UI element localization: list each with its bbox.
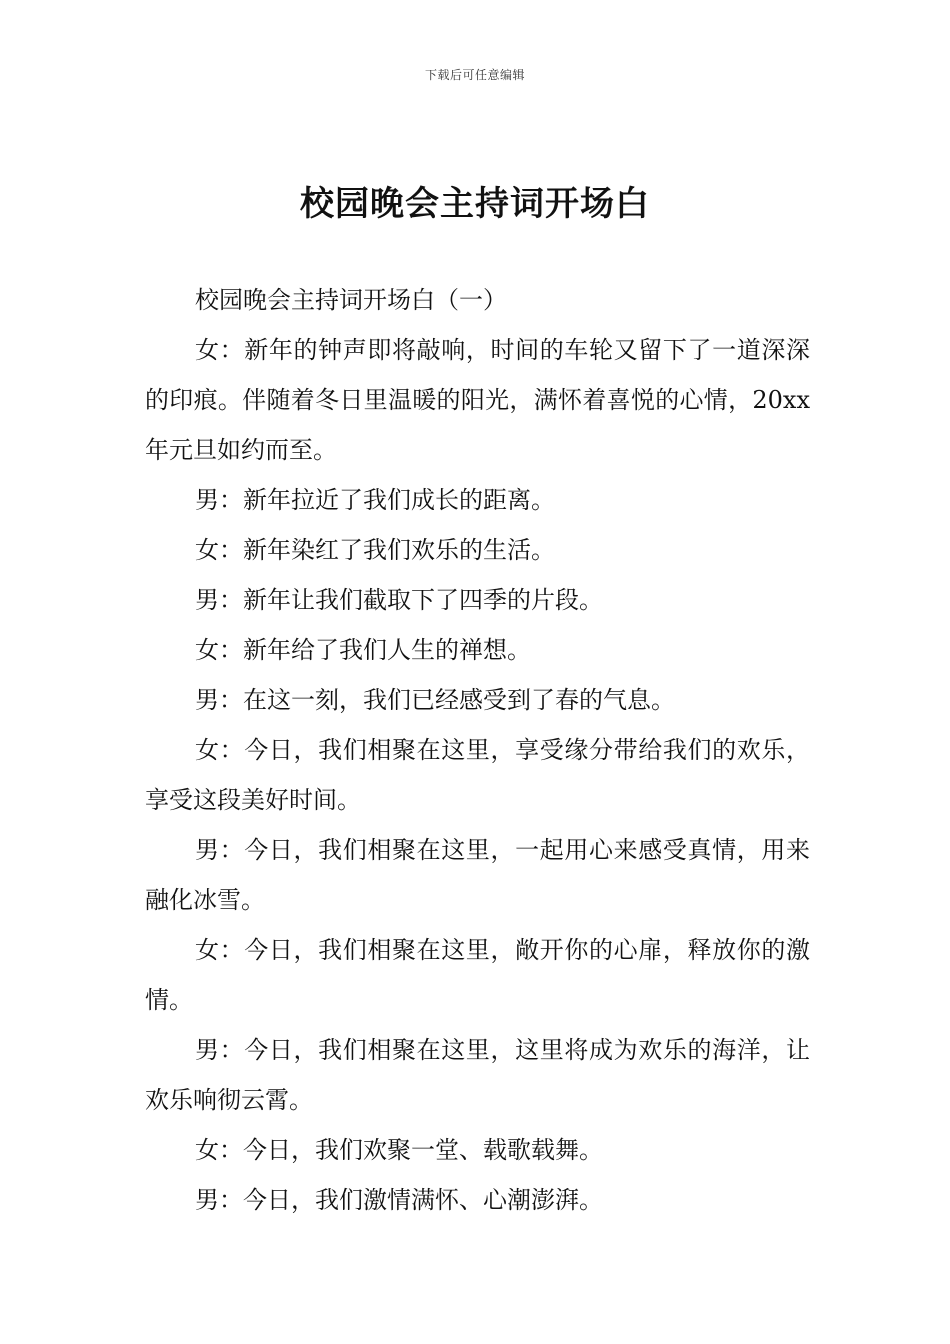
paragraph: 女：新年给了我们人生的禅想。	[195, 636, 531, 664]
paragraph-section-heading: 校园晚会主持词开场白（一）	[195, 286, 507, 314]
paragraph: 女：今日，我们相聚在这里，享受缘分带给我们的欢乐，享受这段美好时间。	[145, 736, 810, 814]
header-note: 下载后可任意编辑	[424, 68, 525, 82]
paragraph: 男：今日，我们激情满怀、心潮澎湃。	[195, 1186, 603, 1214]
paragraph: 男：今日，我们相聚在这里，这里将成为欢乐的海洋，让欢乐响彻云霄。	[145, 1036, 810, 1114]
paragraph: 女：新年的钟声即将敲响，时间的车轮又留下了一道深深的印痕。伴随着冬日里温暖的阳光，满怀着喜悦的心情，20xx年元旦如约而至。	[145, 336, 810, 464]
paragraph: 男：新年拉近了我们成长的距离。	[195, 486, 555, 514]
paragraph: 女：新年染红了我们欢乐的生活。	[195, 536, 555, 564]
paragraph: 女：今日，我们欢聚一堂、载歌载舞。	[195, 1136, 603, 1164]
paragraph: 男：在这一刻，我们已经感受到了春的气息。	[195, 686, 675, 714]
paragraph: 男：今日，我们相聚在这里，一起用心来感受真情，用来融化冰雪。	[145, 836, 810, 914]
paragraph: 女：今日，我们相聚在这里，敞开你的心扉，释放你的激情。	[145, 936, 810, 1014]
document-body	[145, 275, 810, 1225]
document-title: 校园晚会主持词开场白	[300, 184, 650, 224]
paragraph: 男：新年让我们截取下了四季的片段。	[195, 586, 603, 614]
